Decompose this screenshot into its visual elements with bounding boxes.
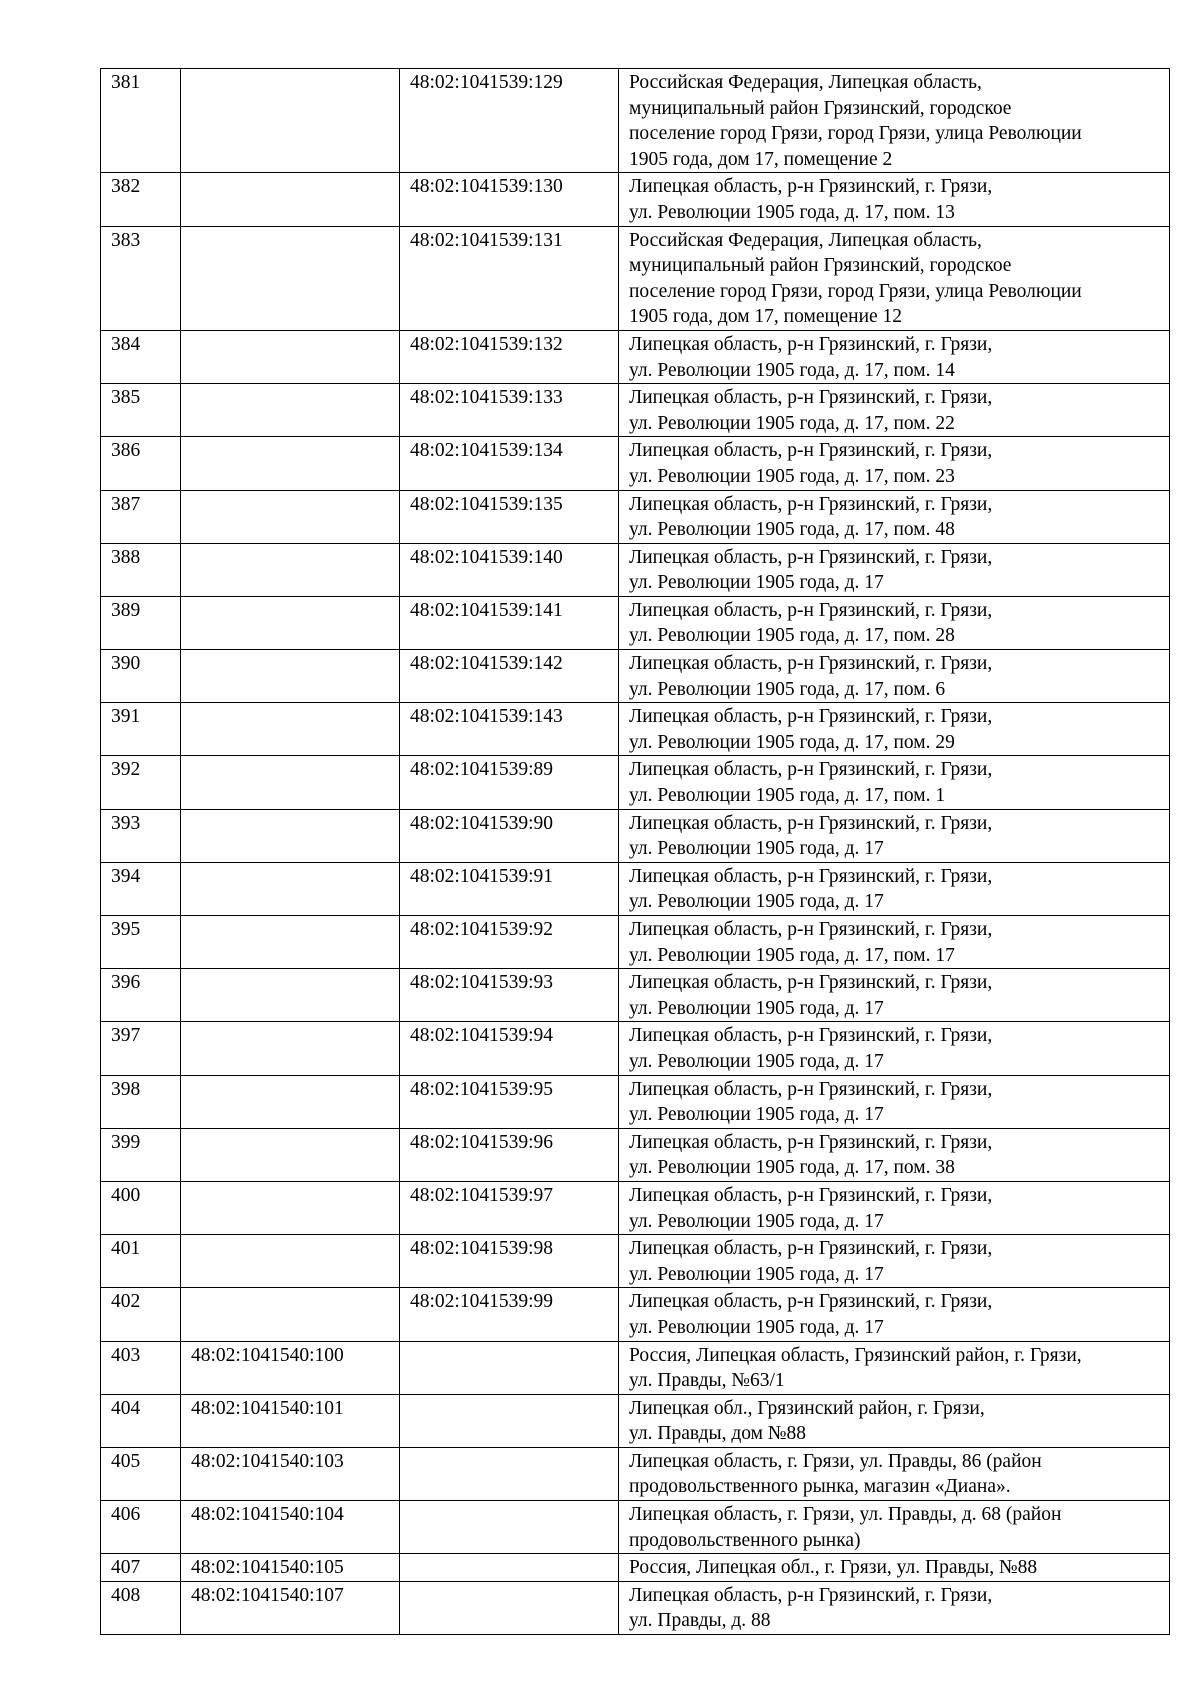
land-cadastral-number-cell (181, 490, 400, 543)
land-cadastral-number-cell (181, 596, 400, 649)
table-row (101, 1235, 1170, 1288)
row-number-cell: 396 (101, 969, 181, 1022)
table-row (101, 703, 1170, 756)
row-number-cell: 401 (101, 1235, 181, 1288)
row-number-cell: 407 (101, 1554, 181, 1582)
address-cell: Липецкая область, р-н Грязинский, г. Грязи, ул. Революции 1905 года, д. 17, пом. 23 (619, 437, 1170, 490)
row-number-cell: 385 (101, 384, 181, 437)
object-cadastral-number-cell: 48:02:1041539:98 (400, 1235, 619, 1288)
object-cadastral-number-cell: 48:02:1041539:90 (400, 809, 619, 862)
row-number-cell: 405 (101, 1447, 181, 1500)
table-row (101, 490, 1170, 543)
object-cadastral-number-cell (400, 1447, 619, 1500)
table-row (101, 1581, 1170, 1634)
land-cadastral-number-cell (181, 1288, 400, 1341)
table-body (101, 69, 1170, 1635)
address-cell: Липецкая область, р-н Грязинский, г. Грязи, ул. Революции 1905 года, д. 17, пом. 28 (619, 596, 1170, 649)
object-cadastral-number-cell: 48:02:1041539:97 (400, 1181, 619, 1234)
address-cell: Липецкая область, р-н Грязинский, г. Грязи, ул. Революции 1905 года, д. 17 (619, 969, 1170, 1022)
row-number-cell: 386 (101, 437, 181, 490)
address-cell: Липецкая область, г. Грязи, ул. Правды, 86 (район продовольственного рынка, магазин «Диана». (619, 1447, 1170, 1500)
object-cadastral-number-cell: 48:02:1041539:129 (400, 69, 619, 173)
address-cell: Российская Федерация, Липецкая область, муниципальный район Грязинский, городское поселение город Грязи, город Грязи, улица Революции 1905 года, дом 17, помещение 2 (619, 69, 1170, 173)
object-cadastral-number-cell (400, 1394, 619, 1447)
object-cadastral-number-cell: 48:02:1041539:91 (400, 862, 619, 915)
row-number-cell: 408 (101, 1581, 181, 1634)
address-cell: Липецкая область, р-н Грязинский, г. Грязи, ул. Революции 1905 года, д. 17, пом. 29 (619, 703, 1170, 756)
land-cadastral-number-cell (181, 384, 400, 437)
row-number-cell: 389 (101, 596, 181, 649)
table-row (101, 650, 1170, 703)
row-number-cell: 395 (101, 916, 181, 969)
row-number-cell: 387 (101, 490, 181, 543)
document-page (100, 68, 1169, 1635)
row-number-cell: 402 (101, 1288, 181, 1341)
address-cell: Липецкая область, р-н Грязинский, г. Грязи, ул. Революции 1905 года, д. 17, пом. 22 (619, 384, 1170, 437)
object-cadastral-number-cell: 48:02:1041539:99 (400, 1288, 619, 1341)
land-cadastral-number-cell: 48:02:1041540:107 (181, 1581, 400, 1634)
land-cadastral-number-cell (181, 756, 400, 809)
table-row (101, 916, 1170, 969)
row-number-cell: 400 (101, 1181, 181, 1234)
object-cadastral-number-cell: 48:02:1041539:95 (400, 1075, 619, 1128)
land-cadastral-number-cell (181, 226, 400, 330)
table-row (101, 1554, 1170, 1582)
object-cadastral-number-cell: 48:02:1041539:142 (400, 650, 619, 703)
row-number-cell: 391 (101, 703, 181, 756)
land-cadastral-number-cell (181, 173, 400, 226)
table-row (101, 1341, 1170, 1394)
object-cadastral-number-cell: 48:02:1041539:89 (400, 756, 619, 809)
address-cell: Липецкая область, р-н Грязинский, г. Грязи, ул. Революции 1905 года, д. 17 (619, 809, 1170, 862)
row-number-cell: 383 (101, 226, 181, 330)
table-row (101, 1022, 1170, 1075)
table-row (101, 1181, 1170, 1234)
object-cadastral-number-cell (400, 1554, 619, 1582)
row-number-cell: 398 (101, 1075, 181, 1128)
land-cadastral-number-cell (181, 1181, 400, 1234)
land-cadastral-number-cell (181, 437, 400, 490)
table-row (101, 809, 1170, 862)
table-row (101, 1075, 1170, 1128)
table-row (101, 862, 1170, 915)
address-cell: Липецкая область, р-н Грязинский, г. Грязи, ул. Революции 1905 года, д. 17, пом. 13 (619, 173, 1170, 226)
address-cell: Липецкая область, р-н Грязинский, г. Грязи, ул. Революции 1905 года, д. 17 (619, 1181, 1170, 1234)
object-cadastral-number-cell: 48:02:1041539:96 (400, 1128, 619, 1181)
land-cadastral-number-cell (181, 809, 400, 862)
table-row (101, 1447, 1170, 1500)
address-cell: Липецкая область, р-н Грязинский, г. Грязи, ул. Революции 1905 года, д. 17 (619, 1235, 1170, 1288)
object-cadastral-number-cell: 48:02:1041539:130 (400, 173, 619, 226)
table-row (101, 226, 1170, 330)
object-cadastral-number-cell (400, 1581, 619, 1634)
land-cadastral-number-cell (181, 1128, 400, 1181)
table-row (101, 69, 1170, 173)
address-cell: Россия, Липецкая обл., г. Грязи, ул. Правды, №88 (619, 1554, 1170, 1582)
land-cadastral-number-cell (181, 916, 400, 969)
row-number-cell: 394 (101, 862, 181, 915)
land-cadastral-number-cell (181, 543, 400, 596)
row-number-cell: 390 (101, 650, 181, 703)
object-cadastral-number-cell: 48:02:1041539:141 (400, 596, 619, 649)
land-cadastral-number-cell (181, 69, 400, 173)
address-cell: Липецкая область, р-н Грязинский, г. Грязи, ул. Революции 1905 года, д. 17, пом. 6 (619, 650, 1170, 703)
address-cell: Липецкая область, р-н Грязинский, г. Грязи, ул. Революции 1905 года, д. 17 (619, 543, 1170, 596)
land-cadastral-number-cell: 48:02:1041540:105 (181, 1554, 400, 1582)
object-cadastral-number-cell: 48:02:1041539:92 (400, 916, 619, 969)
address-cell: Липецкая область, р-н Грязинский, г. Грязи, ул. Революции 1905 года, д. 17, пом. 1 (619, 756, 1170, 809)
object-cadastral-number-cell: 48:02:1041539:93 (400, 969, 619, 1022)
cadastral-table (100, 68, 1170, 1635)
row-number-cell: 404 (101, 1394, 181, 1447)
address-cell: Липецкая область, р-н Грязинский, г. Грязи, ул. Революции 1905 года, д. 17 (619, 1022, 1170, 1075)
object-cadastral-number-cell: 48:02:1041539:140 (400, 543, 619, 596)
address-cell: Липецкая область, р-н Грязинский, г. Грязи, ул. Революции 1905 года, д. 17, пом. 17 (619, 916, 1170, 969)
table-row (101, 330, 1170, 383)
row-number-cell: 392 (101, 756, 181, 809)
land-cadastral-number-cell (181, 330, 400, 383)
object-cadastral-number-cell: 48:02:1041539:94 (400, 1022, 619, 1075)
row-number-cell: 381 (101, 69, 181, 173)
address-cell: Липецкая обл., Грязинский район, г. Грязи, ул. Правды, дом №88 (619, 1394, 1170, 1447)
object-cadastral-number-cell: 48:02:1041539:132 (400, 330, 619, 383)
address-cell: Липецкая область, р-н Грязинский, г. Грязи, ул. Революции 1905 года, д. 17, пом. 48 (619, 490, 1170, 543)
land-cadastral-number-cell (181, 1022, 400, 1075)
table-row (101, 969, 1170, 1022)
land-cadastral-number-cell (181, 1235, 400, 1288)
row-number-cell: 384 (101, 330, 181, 383)
table-row (101, 596, 1170, 649)
row-number-cell: 388 (101, 543, 181, 596)
table-row (101, 1288, 1170, 1341)
object-cadastral-number-cell (400, 1501, 619, 1554)
row-number-cell: 393 (101, 809, 181, 862)
table-row (101, 1128, 1170, 1181)
table-row (101, 437, 1170, 490)
land-cadastral-number-cell (181, 969, 400, 1022)
table-row (101, 1501, 1170, 1554)
row-number-cell: 403 (101, 1341, 181, 1394)
object-cadastral-number-cell: 48:02:1041539:133 (400, 384, 619, 437)
address-cell: Липецкая область, р-н Грязинский, г. Грязи, ул. Революции 1905 года, д. 17 (619, 1075, 1170, 1128)
address-cell: Липецкая область, р-н Грязинский, г. Грязи, ул. Революции 1905 года, д. 17 (619, 862, 1170, 915)
row-number-cell: 397 (101, 1022, 181, 1075)
table-row (101, 384, 1170, 437)
land-cadastral-number-cell: 48:02:1041540:101 (181, 1394, 400, 1447)
table-row (101, 1394, 1170, 1447)
object-cadastral-number-cell: 48:02:1041539:134 (400, 437, 619, 490)
address-cell: Липецкая область, г. Грязи, ул. Правды, д. 68 (район продовольственного рынка) (619, 1501, 1170, 1554)
land-cadastral-number-cell (181, 703, 400, 756)
table-row (101, 543, 1170, 596)
object-cadastral-number-cell: 48:02:1041539:135 (400, 490, 619, 543)
land-cadastral-number-cell: 48:02:1041540:100 (181, 1341, 400, 1394)
object-cadastral-number-cell (400, 1341, 619, 1394)
land-cadastral-number-cell: 48:02:1041540:104 (181, 1501, 400, 1554)
address-cell: Россия, Липецкая область, Грязинский район, г. Грязи, ул. Правды, №63/1 (619, 1341, 1170, 1394)
table-row (101, 756, 1170, 809)
row-number-cell: 399 (101, 1128, 181, 1181)
land-cadastral-number-cell (181, 650, 400, 703)
object-cadastral-number-cell: 48:02:1041539:143 (400, 703, 619, 756)
table-row (101, 173, 1170, 226)
address-cell: Липецкая область, р-н Грязинский, г. Грязи, ул. Революции 1905 года, д. 17 (619, 1288, 1170, 1341)
address-cell: Липецкая область, р-н Грязинский, г. Грязи, ул. Правды, д. 88 (619, 1581, 1170, 1634)
object-cadastral-number-cell: 48:02:1041539:131 (400, 226, 619, 330)
address-cell: Липецкая область, р-н Грязинский, г. Грязи, ул. Революции 1905 года, д. 17, пом. 38 (619, 1128, 1170, 1181)
land-cadastral-number-cell (181, 1075, 400, 1128)
row-number-cell: 382 (101, 173, 181, 226)
land-cadastral-number-cell: 48:02:1041540:103 (181, 1447, 400, 1500)
land-cadastral-number-cell (181, 862, 400, 915)
address-cell: Липецкая область, р-н Грязинский, г. Грязи, ул. Революции 1905 года, д. 17, пом. 14 (619, 330, 1170, 383)
row-number-cell: 406 (101, 1501, 181, 1554)
address-cell: Российская Федерация, Липецкая область, муниципальный район Грязинский, городское поселение город Грязи, город Грязи, улица Революции 1905 года, дом 17, помещение 12 (619, 226, 1170, 330)
